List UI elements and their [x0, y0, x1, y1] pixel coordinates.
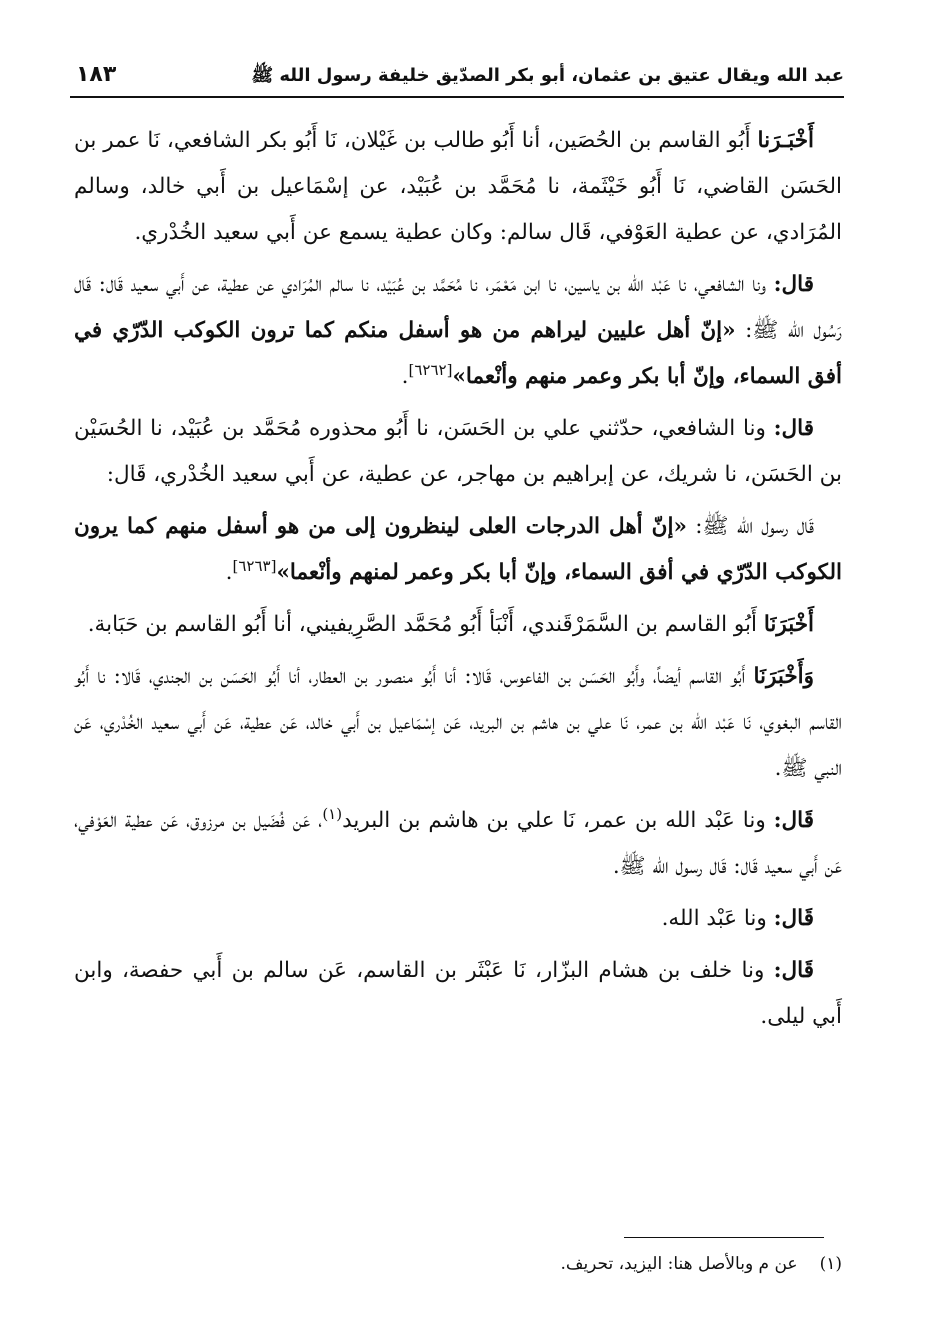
narration-keyword: قال: — [773, 272, 814, 297]
paragraph — [74, 602, 842, 648]
narration-keyword: أَخْبَرَنَا — [763, 612, 814, 637]
main-text — [74, 118, 842, 1046]
paragraph-text: ونا الشافعي، نا عَبْد الله بن ياسين، نا ابن مَعْمَر، نا مُحَمَّد بن عُبَيْد، نا سالم المُرَادي عن عطية، عن أَبي سعيد قَال: قَال رَسُول الله ﷺ: — [74, 272, 842, 343]
paragraph — [74, 504, 842, 596]
footnote — [400, 1250, 842, 1278]
paragraph — [74, 118, 842, 256]
page-number: ١٨٣ — [76, 62, 117, 87]
page-header — [70, 62, 844, 98]
paragraph-text: قَال رسول الله ﷺ: — [686, 514, 814, 539]
narration-keyword: قَال: — [773, 906, 814, 931]
paragraph-text: ونا الشافعي، حدّثني علي بن الحَسَن، نا أَبُو محذوره مُحَمَّد بن عُبَيْد، نا الحُسَيْن بن الحَسَن، نا شريك، عن إبراهيم بن مهاجر، عن عطية، عن أَبي سعيد الخُدْري، قَال: — [74, 416, 842, 487]
narration-keyword: قَال: — [773, 808, 815, 833]
paragraph — [74, 798, 842, 890]
narration-keyword: قَال: — [773, 958, 814, 983]
hadith-quote: «إنّ أهل الدرجات العلى لينظرون إلى من هو أسفل منهم كما يرون الكوكب الدّرّي في أفق السماء، وإنّ أبا بكر وعمر لمنهم وأنْعما» — [74, 514, 842, 585]
running-title: عبد الله ويقال عتيق بن عثمان، أبو بكر الصدّيق خليفة رسول الله ﷺ — [251, 65, 844, 86]
hadith-number: [٦٢٦٢] — [408, 360, 453, 379]
paragraph-text: أَبُو القاسم بن الحُصَين، أنا أَبُو طالب بن غَيْلان، نَا أَبُو بكر الشافعي، نَا عمر بن الحَسَن القاضي، نَا أَبُو خَيْثَمة، نا مُحَمَّد بن عُبَيْد، عن إسْمَاعيل بن أَبي خالد، وسالم المُرَادي، عن عطية العَوْفي، قَال سالم: وكان عطية يسمع عن أَبي سعيد الخُدْري. — [74, 128, 842, 245]
hadith-quote: «إنّ أهل عليين ليراهم من هو أسفل منكم كما ترون الكوكب الدّرّي في أفق السماء، وإنّ أبا بكر وعمر منهم وأنْعما» — [74, 318, 842, 389]
narration-keyword: قال: — [773, 416, 814, 441]
footnote-text: عن م وبالأصل هنا: اليزيد، تحريف. — [560, 1254, 798, 1274]
paragraph — [74, 406, 842, 498]
paragraph-text: ونا خلف بن هشام البزّار، نَا عَبْثَر بن القاسم، عَن سالم بن أَبي حفصة، وابن أَبي ليلى. — [74, 958, 842, 1029]
paragraph — [74, 948, 842, 1040]
paragraph-text-continued: ، عَن فُضَيل بن مرزوق، عَن عطية العَوْفي، عَن أَبي سعيد قَال: قَال رسول الله ﷺ. — [74, 808, 842, 879]
footnote-marker: (١) — [819, 1254, 842, 1274]
narration-keyword: وَأَخْبَرَنَا — [753, 664, 814, 689]
paragraph — [74, 896, 842, 942]
paragraph-text: ونا عَبْد الله. — [661, 906, 774, 931]
footnote-separator — [624, 1237, 824, 1238]
paragraph-text: ونا عَبْد الله بن عمر، نَا علي بن هاشم بن البريد — [342, 808, 774, 833]
paragraph — [74, 654, 842, 792]
footnote-reference: (١) — [322, 804, 343, 823]
paragraph-tail: . — [225, 560, 233, 585]
paragraph-text: أَبُو القاسم أيضاً، وأَبُو الحَسَن بن الفاعوس، قَالا: أنا أَبُو منصور بن العطار، أنا أَبُو الحَسَن بن الجندي، قَالا: نا أَبُو القاسم البغوي، نَا عَبْد الله بن عمر، نَا علي بن هاشم بن البريد، عَن إسْمَاعيل بن أَبي خالد، عَن عطية، عَن أَبي سعيد الخُدْري، عَن النبي ﷺ. — [74, 664, 842, 781]
paragraph-tail: . — [401, 364, 409, 389]
paragraph — [74, 262, 842, 400]
paragraph-text: أَبُو القاسم بن السَّمَرْقَندي، أَنْبَأ أَبُو مُحَمَّد الصَّرِيفيني، أنا أَبُو القاسم بن حَبَابة. — [87, 612, 764, 637]
hadith-number: [٦٢٦٣] — [232, 556, 277, 575]
narration-keyword: أَخْبَـرَنا — [757, 128, 814, 153]
